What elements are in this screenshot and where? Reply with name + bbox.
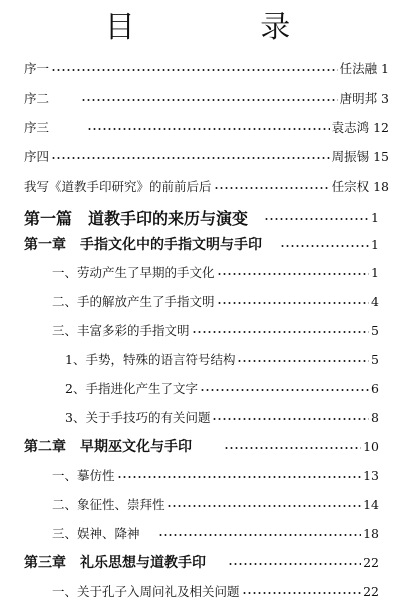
dot-leader: [117, 476, 362, 478]
toc-entry-chapter-1: [0, 233, 413, 255]
entry-page: 唐明邦 3: [339, 91, 389, 106]
toc-entry-author-note: [0, 175, 413, 197]
entry-title: 一、摹仿性: [52, 468, 115, 483]
dot-leader: [228, 563, 361, 565]
toc-entry-chapter-2: [0, 435, 413, 457]
entry-page: 1: [371, 209, 379, 225]
dot-leader: [192, 331, 370, 333]
toc-entry-subsection-2: [0, 377, 413, 399]
entry-title: 3、关于手技巧的有关问题: [65, 410, 211, 425]
dot-leader: [51, 157, 330, 159]
toc-entry-preface-2: [0, 87, 413, 109]
toc-entry-chapter-3: [0, 551, 413, 573]
entry-page: 22: [363, 554, 379, 570]
dot-leader: [212, 418, 369, 420]
page-title: 目 录: [104, 10, 349, 45]
dot-leader: [167, 505, 362, 507]
toc-entry-part-1: [0, 204, 413, 230]
entry-title: 第三章 礼乐思想与道教手印: [24, 555, 206, 571]
dot-leader: [237, 360, 369, 362]
entry-title: 2、手指进化产生了文字: [65, 381, 198, 396]
toc-entry-section-1-1: [0, 261, 413, 283]
toc-entry-preface-4: [0, 145, 413, 167]
toc-entry-section-2-1: [0, 464, 413, 486]
entry-page: 13: [363, 467, 379, 483]
toc-entry-subsection-1: [0, 348, 413, 370]
entry-page: 22: [363, 583, 379, 599]
toc-entry-section-2-3: [0, 522, 413, 544]
entry-page: 5: [371, 351, 379, 367]
dot-leader: [264, 218, 369, 220]
entry-title: 三、丰富多彩的手指文明: [52, 323, 190, 338]
dot-leader: [217, 273, 370, 275]
entry-page: 14: [363, 496, 379, 512]
entry-page: 10: [363, 438, 379, 454]
entry-title: 序三: [24, 120, 50, 135]
toc-entry-subsection-3: [0, 406, 413, 428]
entry-page: 6: [371, 380, 379, 396]
entry-title: 序一: [24, 61, 50, 76]
toc-entry-section-2-2: [0, 493, 413, 515]
entry-title: 序二: [24, 91, 50, 106]
entry-title: 我写《道教手印研究》的前前后后: [24, 179, 212, 194]
entry-title: 第一篇 道教手印的来历与演变: [24, 208, 249, 228]
entry-title: 二、象征性、崇拜性: [52, 497, 165, 512]
dot-leader: [214, 187, 330, 189]
dot-leader: [158, 534, 362, 536]
entry-title: 第一章 手指文化中的手指文明与手印: [24, 237, 262, 253]
dot-leader: [87, 128, 330, 130]
entry-title: 第二章 早期巫文化与手印: [24, 439, 192, 455]
entry-title: 一、关于孔子入周问礼及相关问题: [52, 584, 240, 599]
entry-page: 1: [371, 236, 379, 252]
toc-entry-section-3-1: [0, 580, 413, 602]
entry-page: 1: [371, 264, 379, 280]
entry-page: 袁志鸿 12: [331, 120, 389, 135]
dot-leader: [280, 245, 369, 247]
entry-page: 周振锡 15: [331, 149, 389, 164]
entry-title: 三、娱神、降神: [52, 526, 140, 541]
toc-entry-section-1-3: [0, 319, 413, 341]
toc-entry-preface-3: [0, 116, 413, 138]
entry-page: 5: [371, 322, 379, 338]
entry-page: 4: [371, 293, 379, 309]
dot-leader: [200, 389, 369, 391]
dot-leader: [81, 99, 338, 101]
dot-leader: [51, 69, 338, 71]
entry-title: 序四: [24, 149, 50, 164]
dot-leader: [242, 592, 362, 594]
toc-entry-section-1-2: [0, 290, 413, 312]
dot-leader: [224, 447, 361, 449]
entry-page: 任法融 1: [339, 61, 389, 76]
entry-page: 8: [371, 409, 379, 425]
dot-leader: [217, 302, 370, 304]
entry-title: 二、手的解放产生了手指文明: [52, 294, 215, 309]
entry-title: 1、手势，特殊的语言符号结构: [65, 352, 236, 367]
entry-page: 18: [363, 525, 379, 541]
toc-entry-preface-1: [0, 57, 413, 79]
entry-page: 任宗权 18: [331, 179, 389, 194]
entry-title: 一、劳动产生了早期的手文化: [52, 265, 215, 280]
